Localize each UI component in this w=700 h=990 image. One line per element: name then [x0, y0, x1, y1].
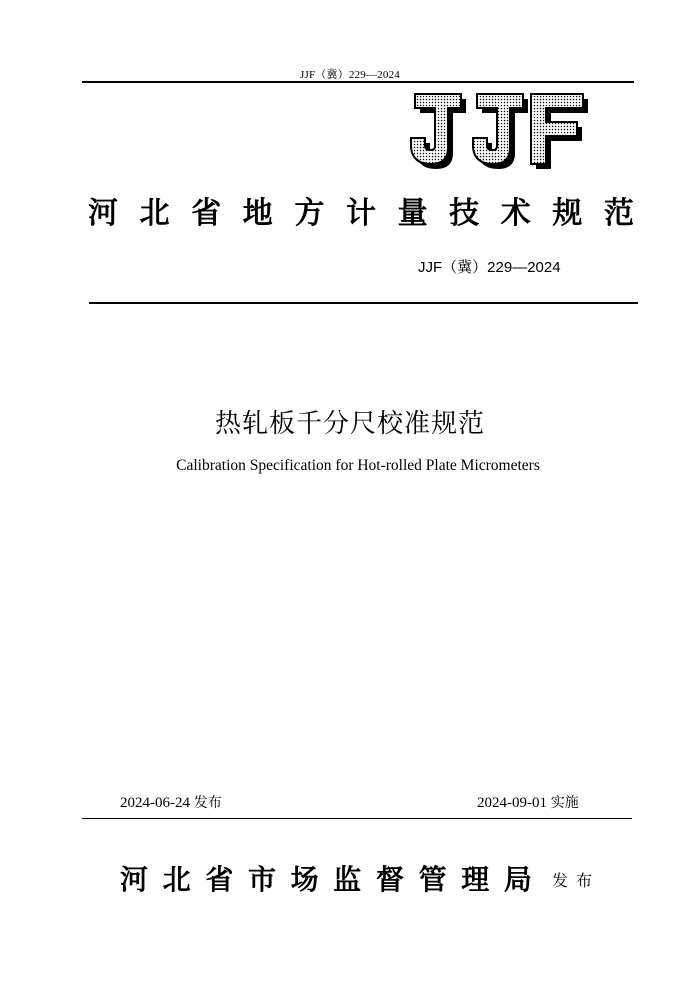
issue-date	[120, 792, 222, 812]
footer-divider	[82, 818, 632, 819]
document-title-cn: 热轧板千分尺校准规范	[214, 409, 485, 439]
title-character: 方	[294, 196, 325, 231]
header-standard-code: JJF（冀）229—2024	[300, 69, 400, 81]
jjf-logo	[407, 92, 593, 170]
title-character: 量	[397, 196, 428, 231]
title-character: 理	[461, 863, 490, 896]
title-character: 规	[552, 196, 583, 231]
title-character: 河	[120, 863, 149, 896]
title-character: 省	[205, 863, 234, 896]
standard-number: JJF（冀）229—2024	[418, 259, 561, 276]
title-character: 场	[290, 863, 319, 896]
title-character: 河	[88, 196, 118, 231]
category-title	[88, 188, 634, 232]
title-character: 地	[242, 196, 273, 231]
title-character: 北	[139, 196, 170, 231]
header-divider	[82, 81, 634, 83]
title-character: 北	[162, 863, 191, 896]
title-character: 局	[503, 863, 532, 896]
title-character: 市	[247, 863, 276, 896]
issuing-authority-suffix: 发布	[552, 871, 601, 890]
document-title-en: Calibration Specification for Hot-rolled Plate Micrometers	[176, 457, 540, 474]
title-character: 技	[449, 196, 480, 231]
implementation-date	[477, 792, 579, 812]
title-character: 范	[603, 196, 634, 231]
issue-date-label: 发布	[193, 795, 222, 811]
title-character: 督	[375, 863, 404, 896]
implementation-date-label: 实施	[550, 795, 579, 811]
implementation-date-value: 2024-09-01	[477, 795, 547, 811]
title-character: 术	[500, 196, 531, 231]
issue-date-value: 2024-06-24	[120, 795, 190, 811]
issuing-authority	[120, 858, 532, 898]
title-character: 管	[418, 863, 447, 896]
title-character: 计	[345, 196, 376, 231]
title-character: 省	[191, 196, 222, 231]
title-divider	[89, 302, 638, 304]
title-character: 监	[333, 863, 362, 896]
